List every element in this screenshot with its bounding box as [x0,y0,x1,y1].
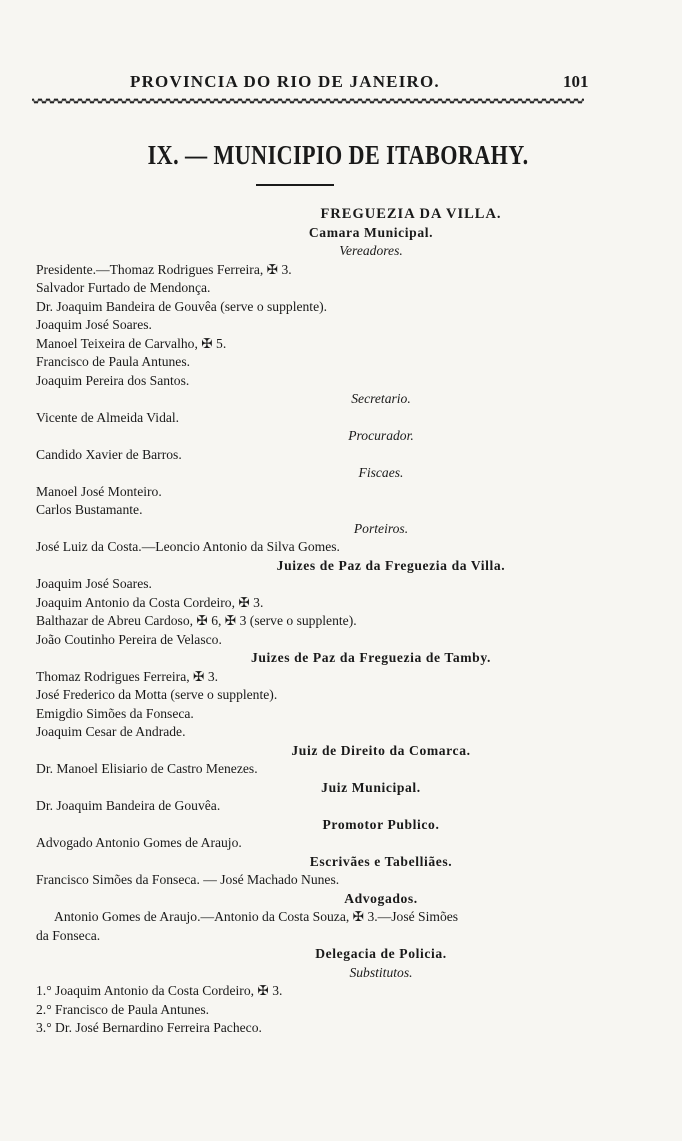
section-heading: Vereadores. [339,243,403,258]
entry-line: Joaquim José Soares. [36,576,152,591]
entry-line: Salvador Furtado de Mendonça. [36,280,211,295]
entry-line: da Fonseca. [36,927,101,943]
entry-line: Dr. Manoel Elisiario de Castro Menezes. [36,761,258,776]
entry-line: 2.° Francisco de Paula Antunes. [36,1001,210,1017]
entry-line: José Frederico da Motta (serve o supplente). [36,687,278,702]
entry-line: Dr. Joaquim Bandeira de Gouvêa. [36,798,221,813]
entry-line: José Luiz da Costa.—Leoncio Antonio da Silva Gomes. [36,539,340,554]
entry-line: Dr. Joaquim Bandeira de Gouvêa (serve o supplente). [36,298,328,314]
entry-line: Manoel José Monteiro. [36,483,162,499]
section-heading: Secretario. [351,391,411,406]
entry-line: Advogado Antonio Gomes de Araujo. [36,835,242,850]
section-heading: Juizes de Paz da Freguezia da Villa. [276,557,506,573]
section-heading: Juiz de Direito da Comarca. [291,742,471,758]
entry-line: Joaquim Antonio da Costa Cordeiro, ✠ 3. [36,594,264,610]
entry-line: Thomaz Rodrigues Ferreira, ✠ 3. [36,668,219,684]
title-rule [256,184,334,186]
section-heading: Delegacia de Policia. [315,946,447,961]
section-heading: Advogados. [344,890,418,906]
entry-line: Balthazar de Abreu Cardoso, ✠ 6, ✠ 3 (serve o supplente). [36,613,357,628]
chapter-title: IX. — MUNICIPIO DE ITABORAHY. [147,140,529,170]
entry-line: Emigdio Simões da Fonseca. [36,705,194,721]
page-number: 101 [563,72,589,91]
entry-line: Candido Xavier de Barros. [36,446,182,462]
wavy-rule-divider [32,97,584,105]
section-heading: Procurador. [348,428,414,443]
entry-line: Joaquim Pereira dos Santos. [36,372,190,388]
section-heading: Camara Municipal. [308,224,434,240]
section-heading: Substitutos. [349,964,413,980]
entry-line: Francisco de Paula Antunes. [36,354,191,369]
entry-line: 1.° Joaquim Antonio da Costa Cordeiro, ✠ 3. [36,983,283,998]
entry-line: Manoel Teixeira de Carvalho, ✠ 5. [36,335,227,351]
running-title: PROVINCIA DO RIO DE JANEIRO. [130,72,440,91]
entry-line: Carlos Bustamante. [36,502,143,517]
entry-line: Joaquim Cesar de Andrade. [36,724,186,739]
section-heading: Fiscaes. [358,465,404,480]
entry-line: Vicente de Almeida Vidal. [36,409,180,425]
entry-line: Presidente.—Thomaz Rodrigues Ferreira, ✠ 3. [36,261,292,277]
section-heading: Juizes de Paz da Freguezia de Tamby. [251,650,491,665]
section-heading: Juiz Municipal. [321,779,421,795]
document-body [36,205,626,1038]
section-heading: Escrivães e Tabelliães. [309,853,453,869]
section-heading: FREGUEZIA DA VILLA. [320,206,502,222]
entry-line: Joaquim José Soares. [36,317,152,332]
section-heading: Promotor Publico. [322,816,440,832]
running-head [0,72,682,96]
entry-line: Antonio Gomes de Araujo.—Antonio da Costa Souza, ✠ 3.—José Simões [54,909,459,924]
entry-line: João Coutinho Pereira de Velasco. [36,631,222,647]
entry-line: 3.° Dr. José Bernardino Ferreira Pacheco. [36,1020,262,1035]
section-heading: Porteiros. [353,520,409,536]
entry-line: Francisco Simões da Fonseca. — José Machado Nunes. [36,872,340,887]
